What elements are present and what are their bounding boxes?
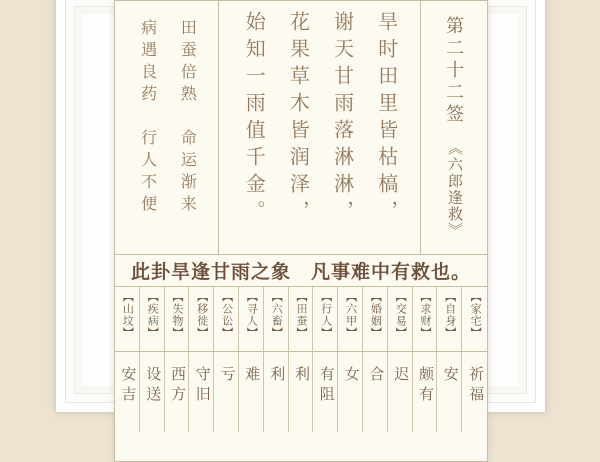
note-phrase: 病遇良药 [138,19,156,107]
header-cell [165,287,190,351]
value-text: 西方 [168,366,185,406]
value-text: 迟 [392,366,409,386]
poem-line-3: 花果草木皆润泽， [286,11,309,227]
value-text: 守旧 [193,366,210,406]
header-cell [313,287,338,351]
value-cell [363,352,388,432]
interpretation-band: 此卦旱逢甘雨之象 凡事难中有救也。 [115,255,487,287]
value-text: 合 [367,366,384,386]
value-text: 颇有 [416,366,433,406]
value-cell [388,352,413,432]
header-label: 【交易】 [394,291,407,339]
value-cell [413,352,438,432]
value-cell [239,352,264,432]
value-cell [189,352,214,432]
header-label: 【六畜】 [270,291,283,339]
fortune-sign-card [114,0,488,462]
header-label: 【家宅】 [469,291,482,339]
note-phrase: 行人不便 [138,129,156,217]
note-column-2 [139,19,155,254]
value-cell [214,352,239,432]
header-cell [437,287,462,351]
header-label: 【公讼】 [220,291,233,339]
header-label: 【疾病】 [146,291,159,339]
note-phrase: 命运渐来 [178,129,196,217]
sign-top-section [115,1,487,255]
header-label: 【田蚕】 [294,291,307,339]
title-panel [421,1,487,254]
value-text: 难 [243,366,260,386]
value-cell [437,352,462,432]
poem-line-1: 旱时田里皆枯槁， [374,11,397,227]
poem-panel [218,1,421,254]
value-cell [264,352,289,432]
header-cell [338,287,363,351]
value-cell [289,352,314,432]
note-phrase: 田蚕倍熟 [178,19,196,107]
side-notes-panel [115,1,218,254]
header-cell [462,287,487,351]
header-cell [289,287,314,351]
sign-story-title: 《六郎逢救》 [446,140,462,239]
value-cell [115,352,140,432]
sign-title-column [445,16,463,254]
note-column-1 [178,19,194,254]
sign-number-title: 第二十二签 [444,16,464,126]
header-cell [115,287,140,351]
value-cell [462,352,487,432]
picture-frame [56,0,545,412]
poem-line-4: 始知一雨值千金。 [242,11,265,227]
value-text: 设送 [144,366,161,406]
header-cell [140,287,165,351]
header-cell [214,287,239,351]
header-label: 【行人】 [319,291,332,339]
header-cell [239,287,264,351]
value-text: 有阻 [317,366,334,406]
category-value-row [115,352,487,432]
header-label: 【求财】 [418,291,431,339]
value-cell [313,352,338,432]
value-text: 女 [342,366,359,386]
value-text: 安吉 [119,366,136,406]
value-cell [165,352,190,432]
header-label: 【寻人】 [245,291,258,339]
value-cell [140,352,165,432]
value-text: 祈福 [467,366,484,406]
value-text: 安 [441,366,458,386]
header-label: 【移徙】 [195,291,208,339]
header-label: 【自身】 [443,291,456,339]
category-header-row [115,287,487,352]
header-label: 【婚姻】 [369,291,382,339]
header-cell [388,287,413,351]
header-cell [264,287,289,351]
header-label: 【六甲】 [344,291,357,339]
value-text: 亏 [218,366,235,386]
value-text: 利 [268,366,285,386]
header-cell [363,287,388,351]
header-label: 【山坟】 [121,291,134,339]
header-cell [413,287,438,351]
poem-line-2: 谢天甘雨落淋淋， [330,11,353,227]
header-cell [189,287,214,351]
header-label: 【失物】 [170,291,183,339]
value-cell [338,352,363,432]
value-text: 利 [292,366,309,386]
